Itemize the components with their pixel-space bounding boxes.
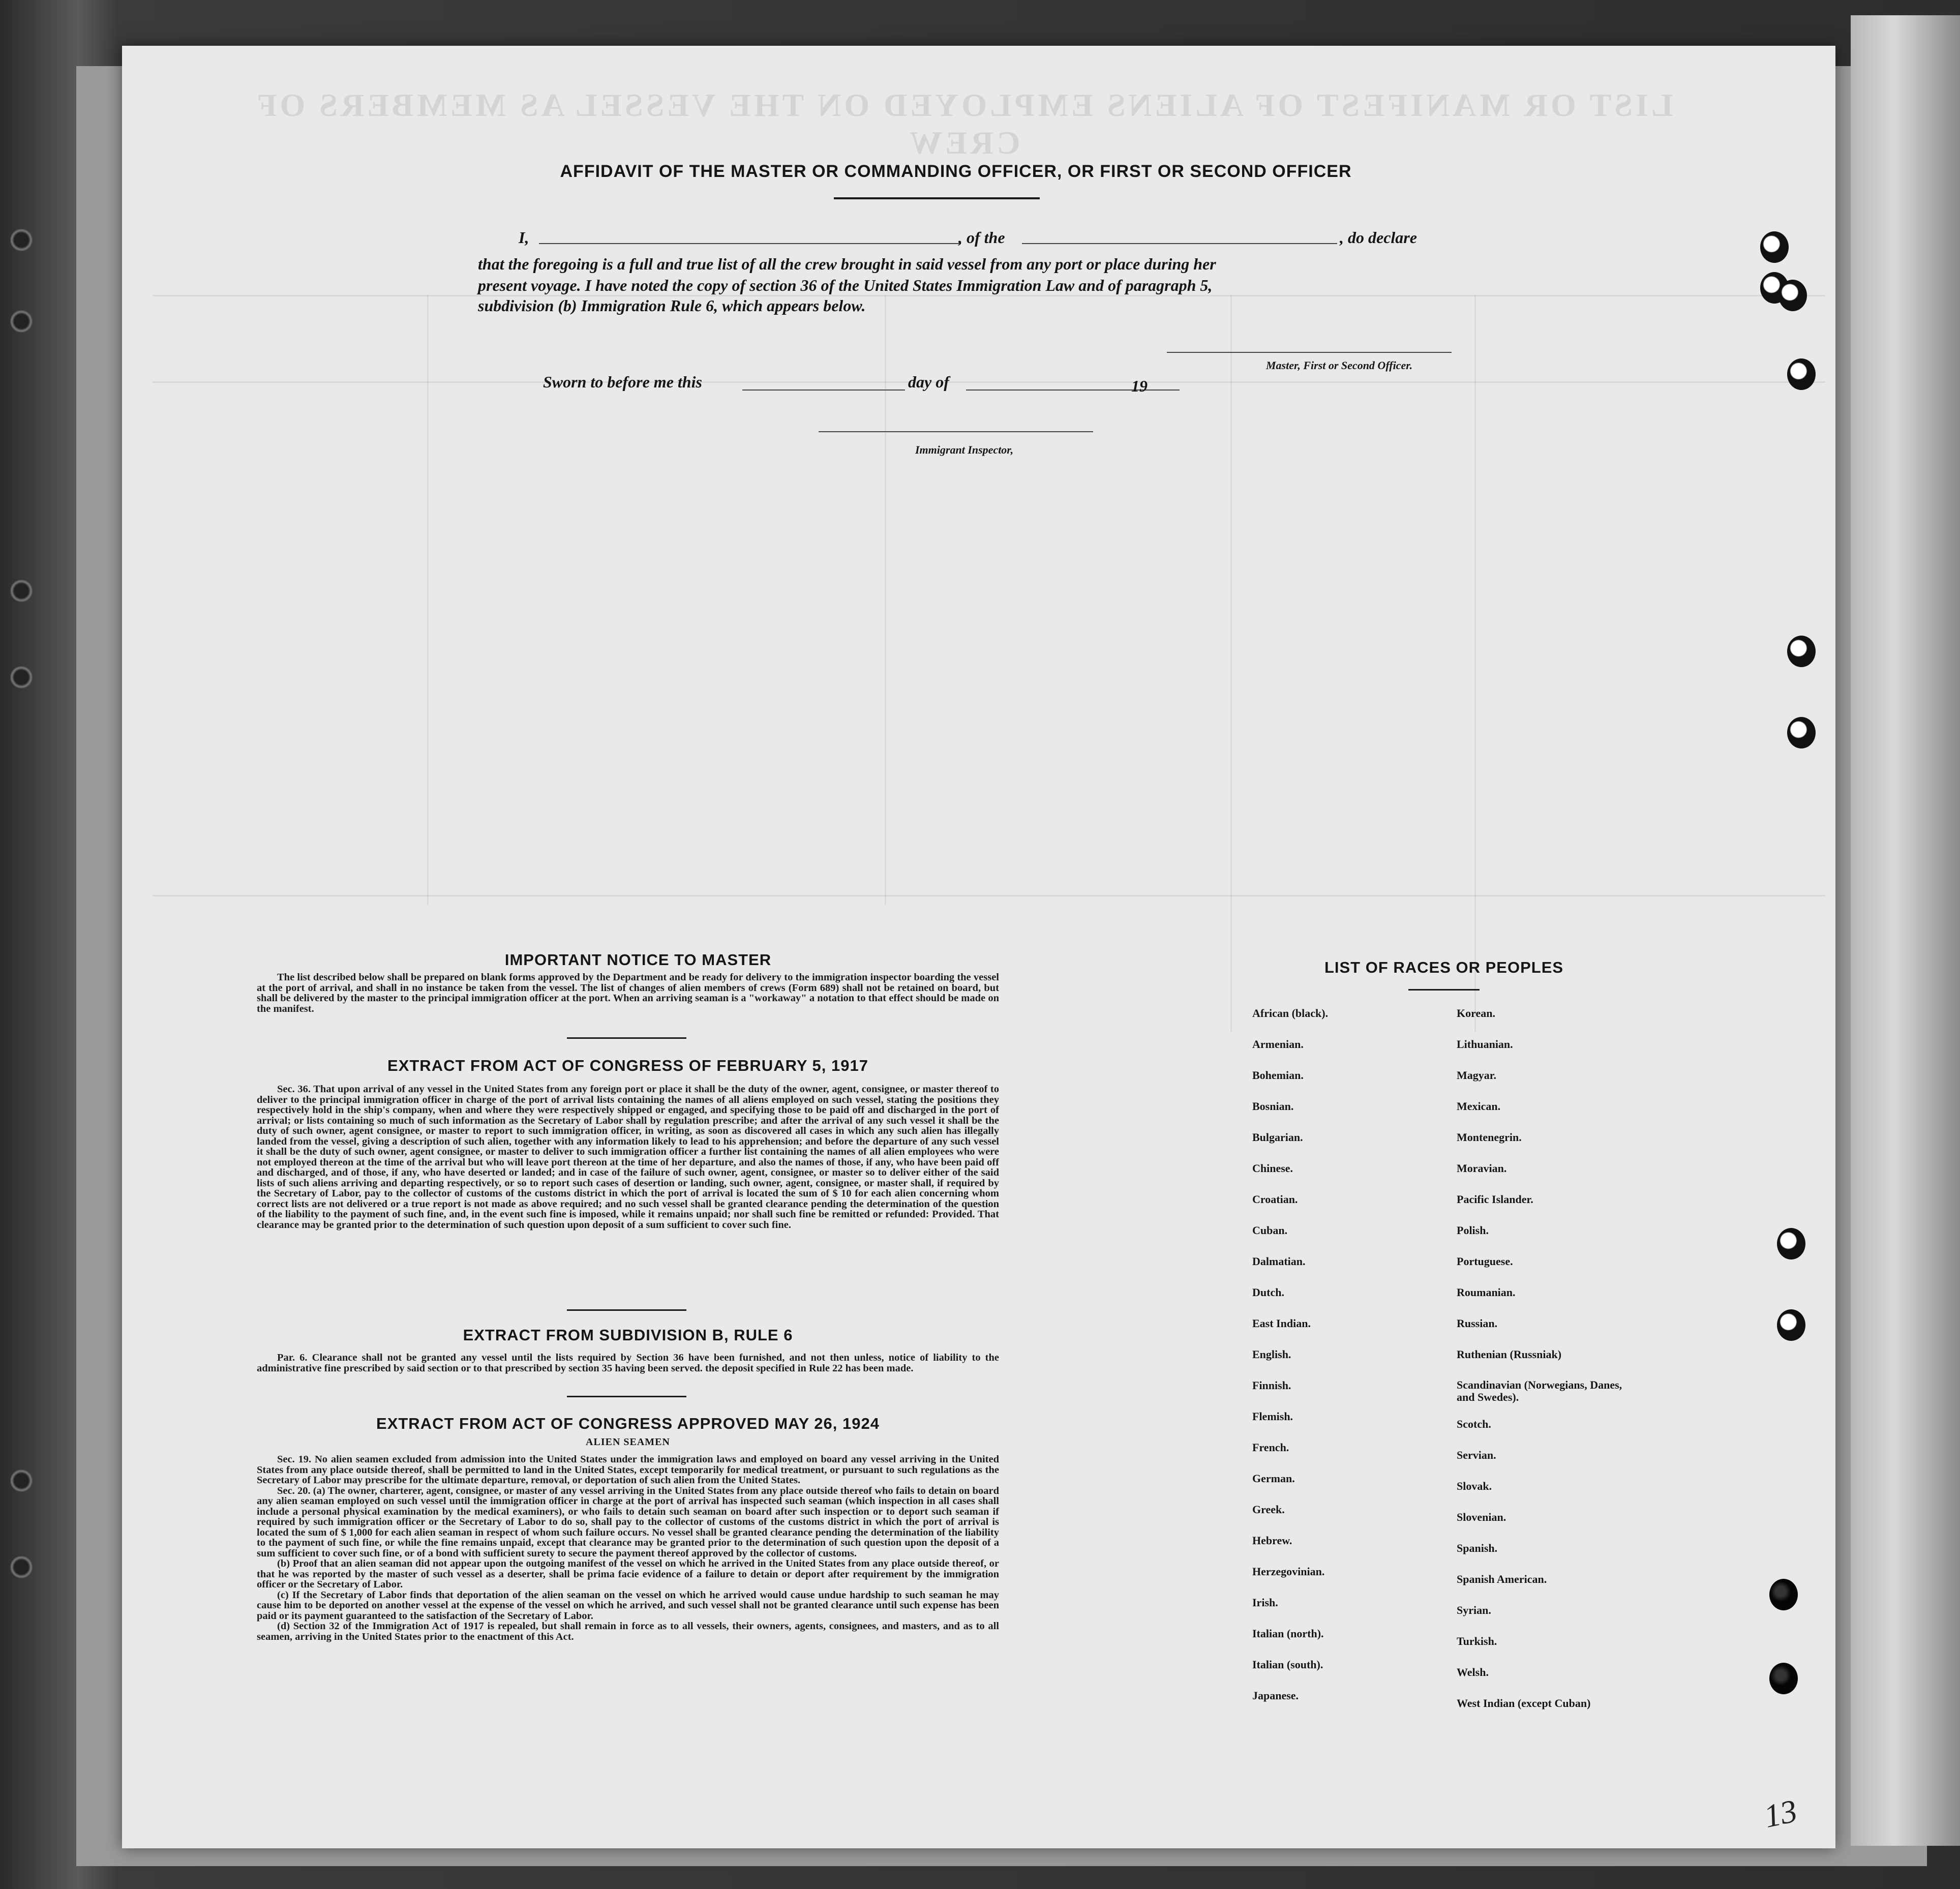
- notice-body: [257, 972, 999, 1014]
- race-item: Montenegrin.: [1457, 1131, 1522, 1144]
- master-caption: Master, First or Second Officer.: [1266, 359, 1413, 372]
- binder-hole-icon: [10, 229, 33, 251]
- race-item: Bohemian.: [1252, 1069, 1304, 1082]
- divider: [567, 1309, 686, 1311]
- extract-1924-body: [257, 1454, 999, 1642]
- ghost-rule: [153, 381, 1825, 383]
- punch-hole-icon: [1787, 717, 1816, 748]
- punch-hole-icon: [1769, 1663, 1798, 1694]
- divider: [1408, 989, 1480, 991]
- divider: [567, 1396, 686, 1397]
- punch-hole-icon: [1777, 1228, 1805, 1260]
- month-blank: [966, 389, 1180, 391]
- subdivision-b-body: [257, 1353, 999, 1373]
- affidavit-line-3: present voyage. I have noted the copy of section 36 of the United States Immigration Law and of paragraph 5,: [478, 276, 1213, 294]
- race-item: Lithuanian.: [1457, 1038, 1513, 1051]
- binder-hole-icon: [10, 666, 33, 688]
- extract-1917-body: [257, 1084, 999, 1230]
- punch-hole-icon: [1760, 231, 1789, 263]
- race-item: Mexican.: [1457, 1100, 1501, 1113]
- race-item: Spanish.: [1457, 1542, 1498, 1554]
- sworn-text: Sworn to before me this: [543, 373, 702, 391]
- race-item: Croatian.: [1252, 1193, 1298, 1206]
- race-item: Slovak.: [1457, 1480, 1492, 1492]
- race-item: Ruthenian (Russniak): [1457, 1348, 1562, 1361]
- race-item: Dalmatian.: [1252, 1255, 1306, 1268]
- subdivision-b-paragraph: Par. 6. Clearance shall not be granted any vessel until the lists required by Section 36 have been furnished, and not then unless, notice of liability to the administrative fine prescribed by said section or to that prescribed by section 35 having been served. the deposit specified in Rule 22 has been made.: [257, 1352, 999, 1374]
- race-item: Dutch.: [1252, 1286, 1284, 1299]
- subdivision-b-title: EXTRACT FROM SUBDIVISION B, RULE 6: [463, 1326, 793, 1344]
- race-item: West Indian (except Cuban): [1457, 1697, 1591, 1710]
- race-item: Cuban.: [1252, 1224, 1288, 1237]
- notice-title: IMPORTANT NOTICE TO MASTER: [504, 951, 772, 969]
- name-blank: [539, 243, 961, 244]
- extract-1924-paragraph: (d) Section 32 of the Immigration Act of 1917 is repealed, but shall remain in force as to all vessels, their owners, agents, consignees, and masters, and as to all seamen, arriving in the United States prior to the enactment of this Act.: [257, 1621, 999, 1642]
- race-item: Italian (north).: [1252, 1627, 1324, 1640]
- extract-1924-paragraph: Sec. 19. No alien seamen excluded from admission into the United States under the immigration laws and employed on board any vessel arriving in the United States from any place outside thereof, shall be permitted to land in the United States, except temporarily for medical treatment, or pursuant to such regulations as the Secretary of Labor may prescribe for the ultimate departure, removal, or deportation of such alien from the United States.: [257, 1454, 999, 1486]
- extract-1917-title: EXTRACT FROM ACT OF CONGRESS OF FEBRUARY 5, 1917: [387, 1057, 868, 1074]
- divider: [567, 1037, 686, 1039]
- year-prefix: 19: [1131, 377, 1148, 395]
- binder-hole-icon: [10, 1556, 33, 1578]
- races-right-column: [1457, 1007, 1630, 1728]
- affidavit-line-4: subdivision (b) Immigration Rule 6, which appears below.: [478, 296, 866, 315]
- race-item: Roumanian.: [1457, 1286, 1516, 1299]
- race-item: East Indian.: [1252, 1317, 1311, 1330]
- race-item: Flemish.: [1252, 1410, 1293, 1423]
- binder-edge: [1851, 15, 1960, 1846]
- race-item: Hebrew.: [1252, 1534, 1292, 1547]
- extract-1917-paragraph: Sec. 36. That upon arrival of any vessel in the United States from any foreign port or place it shall be the duty of the owner, agent, consignee, or master thereof to deliver to the principal immigration officer in charge of the port of arrival lists containing the names of all aliens employed on such vessel, stating the positions they respectively hold in the ship's company, when and where they were respectively shipped or engaged, and specifying those to be paid off and discharged in the port of arrival; or lists containing so much of such information as the Secretary of Labor shall by regulation prescribe; and after the arrival of any such vessel it shall be the duty of such owner, agent consignee, or master to report to such immigration officer, in writing, as soon as discovered all cases in which any such alien has illegally landed from the vessel, giving a description of such alien, together with any information likely to lead to his apprehension; and before the departure of any such vessel it shall be the duty of such owner, agent consignee, or master to deliver to such immigration officer a further list containing the names of all alien employees who were not employed thereon at the time of the arrival but who will leave port thereon at the time of her departure, and also the names of those, if any, who have been paid off and discharged, and of those, if any, who have deserted or landed; and in case of the failure of such owner, agent, consignee, or master so to deliver either of the said lists of such aliens arriving and departing respectively, or so to report such cases of desertion or landing, such owner, agent, consignee, or master shall, if required by the Secretary of Labor, pay to the collector of customs of the customs district in which the port of arrival is located the sum of $ 10 for each alien concerning whom correct lists are not delivered or a true report is not made as above required; and no such vessel shall be granted clearance pending the determination of the question of the liability to the payment of such fine, and, in the event such fine is imposed, while it remains unpaid; nor shall such fine be remitted or refunded: Provided. That clearance may be granted prior to the determination of such question upon deposit of a sum sufficient to cover such fine.: [257, 1084, 999, 1231]
- ghost-rule: [427, 295, 429, 905]
- punch-hole-icon: [1787, 358, 1816, 390]
- race-item: Polish.: [1457, 1224, 1489, 1237]
- day-blank: [742, 389, 905, 391]
- race-item: Bosnian.: [1252, 1100, 1294, 1113]
- master-signature-line: [1167, 352, 1452, 353]
- binder-hole-icon: [10, 310, 33, 333]
- punch-hole-icon: [1778, 280, 1807, 311]
- race-item: Italian (south).: [1252, 1658, 1323, 1671]
- affidavit-title: AFFIDAVIT OF THE MASTER OR COMMANDING OFFICER, OR FIRST OR SECOND OFFICER: [560, 162, 1352, 181]
- races-title: LIST OF RACES OR PEOPLES: [1324, 958, 1564, 976]
- race-item: Irish.: [1252, 1596, 1278, 1609]
- inspector-caption: Immigrant Inspector,: [915, 443, 1014, 456]
- affidavit-i: I,: [519, 228, 529, 247]
- race-item: Servian.: [1457, 1449, 1496, 1461]
- race-item: African (black).: [1252, 1007, 1329, 1020]
- extract-1924-title: EXTRACT FROM ACT OF CONGRESS APPROVED MAY 26, 1924: [376, 1415, 880, 1432]
- race-item: Japanese.: [1252, 1689, 1299, 1702]
- punch-hole-icon: [1787, 636, 1816, 667]
- alien-seamen-subtitle: ALIEN SEAMEN: [586, 1436, 670, 1448]
- ghost-bleedthrough: LIST OR MANIFEST OF ALIENS EMPLOYED ON THE VESSEL AS MEMBERS OF CREW: [254, 87, 1673, 161]
- notice-paragraph: The list described below shall be prepared on blank forms approved by the Department and be ready for delivery to the immigration inspector boarding the vessel at the port of arrival, and shall in no instance be taken from the vessel. The list of changes of alien members of crews (Form 689) shall not be retained on board, but shall be delivered by the master to the principal immigration officer at the port. When an arriving seaman is a "workaway" a notation to that effect should be made on the manifest.: [257, 972, 999, 1014]
- affidavit-of-the: , of the: [958, 228, 1005, 247]
- race-item: Pacific Islander.: [1457, 1193, 1533, 1206]
- race-item: Welsh.: [1457, 1666, 1489, 1678]
- race-item: French.: [1252, 1441, 1289, 1454]
- race-item: German.: [1252, 1472, 1295, 1485]
- binder-hole-icon: [10, 1470, 33, 1492]
- race-item: Scotch.: [1457, 1418, 1491, 1430]
- ghost-rule: [1474, 295, 1476, 1032]
- race-item: Turkish.: [1457, 1635, 1497, 1647]
- affidavit-line-2: that the foregoing is a full and true list of all the crew brought in said vessel from any port or place during her: [478, 255, 1216, 273]
- ghost-rule: [153, 895, 1825, 896]
- race-item: Finnish.: [1252, 1379, 1291, 1392]
- race-item: Armenian.: [1252, 1038, 1304, 1051]
- race-item: Portuguese.: [1457, 1255, 1513, 1268]
- punch-hole-icon: [1769, 1579, 1798, 1610]
- race-item: Scandinavian (Norwegians, Danes, and Swedes).: [1457, 1378, 1622, 1403]
- inspector-signature-line: [819, 431, 1093, 432]
- ghost-rule: [885, 295, 886, 905]
- race-item: English.: [1252, 1348, 1291, 1361]
- day-of-text: day of: [908, 373, 949, 391]
- vessel-blank: [1022, 243, 1337, 244]
- race-item: Syrian.: [1457, 1604, 1491, 1616]
- extract-1924-paragraph: Sec. 20. (a) The owner, charterer, agent, consignee, or master of any vessel arriving in the United States from any place outside thereof who fails to detain on board any alien seaman employed on such vessel until the immigration officer in charge at the port of arrival has inspected such seaman (which inspection in all cases shall include a personal physical examination by the medical examiners), or who fails to detain such seaman on board after such inspection or to deport such seaman if required by such immigration officer or the Secretary of Labor to do so, shall pay to the collector of customs of the customs district in which the port of arrival is located the sum of $ 1,000 for each alien seaman in respect of whom such failure occurs. No vessel shall be granted clearance pending the determination of the liability to the payment of such fine, or while the fine remains unpaid, except that clearance may be granted prior to the determination of such question upon the deposit of a sum sufficient to cover such fine, or of a bond with sufficient surety to secure the payment thereof approved by the collector of customs.: [257, 1485, 999, 1559]
- race-item: Slovenian.: [1457, 1511, 1506, 1523]
- race-item: Bulgarian.: [1252, 1131, 1303, 1144]
- race-item: Magyar.: [1457, 1069, 1497, 1082]
- race-item: Moravian.: [1457, 1162, 1507, 1175]
- affidavit-declare: , do declare: [1340, 228, 1417, 247]
- race-item: Korean.: [1457, 1007, 1495, 1020]
- ghost-rule: [1230, 295, 1232, 1032]
- extract-1924-paragraph: (c) If the Secretary of Labor finds that deportation of the alien seaman on the vessel on which he arrived would cause undue hardship to such seaman he may cause him to be deported on another vessel at the expense of the vessel on which he arrived, and such vessel shall not be granted clearance until such expense has been paid or its payment guaranteed to the satisfaction of the Secretary of Labor.: [257, 1589, 999, 1622]
- races-left-column: [1252, 1007, 1328, 1720]
- extract-1924-paragraph: (b) Proof that an alien seaman did not appear upon the outgoing manifest of the vessel on which he arrived in the United States from any place outside thereof, or that he was reported by the master of such vessel as a deserter, shall be prima facie evidence of a failure to detain or deport after requirement by the immigration officer or the Secretary of Labor.: [257, 1558, 999, 1590]
- page-number: 13: [1761, 1792, 1800, 1835]
- race-item: Russian.: [1457, 1317, 1498, 1330]
- race-item: Greek.: [1252, 1503, 1285, 1516]
- race-item: Herzegovinian.: [1252, 1565, 1325, 1578]
- race-item: Chinese.: [1252, 1162, 1293, 1175]
- title-underline: [834, 197, 1040, 199]
- punch-hole-icon: [1777, 1309, 1805, 1341]
- race-item: Spanish American.: [1457, 1573, 1547, 1585]
- binder-hole-icon: [10, 580, 33, 602]
